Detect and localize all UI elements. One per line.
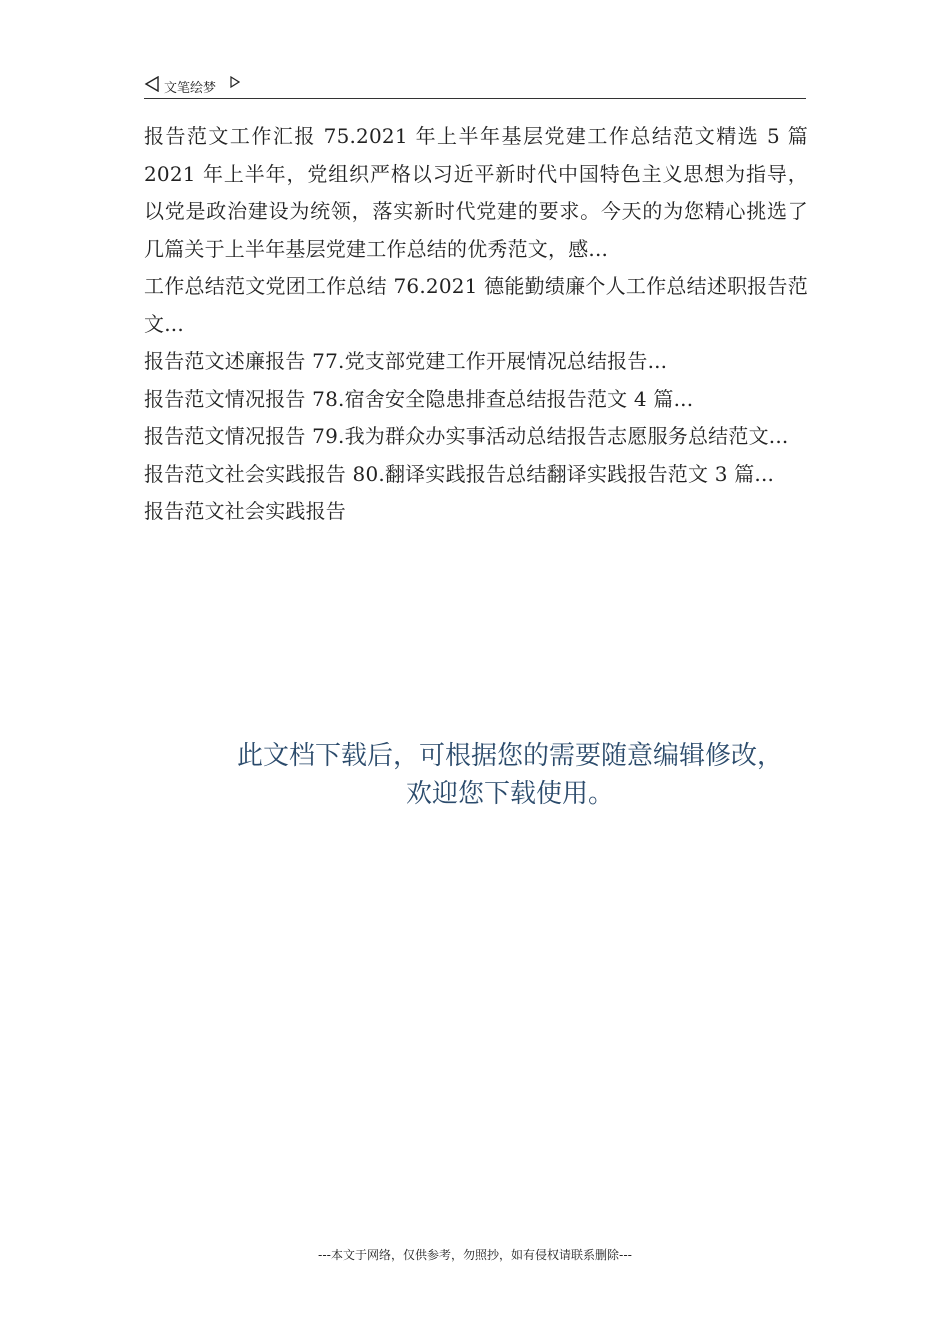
body-paragraph: 报告范文情况报告 78.宿舍安全隐患排查总结报告范文 4 篇... <box>144 386 694 411</box>
body-paragraph: 报告范文述廉报告 77.党支部党建工作开展情况总结报告... <box>144 349 668 373</box>
body-paragraph: 报告范文工作汇报 75.2021 年上半年基层党建工作总结范文精选 5 篇 2021 年上半年，党组织严格以习近平新时代中国特色主义思想为指导，以党是政治建设为统领，落实新时代党建的要求。今天的为您精心挑选了几篇关于上半年基层党建工作总结的优秀范文，感... <box>144 124 808 261</box>
notice-line-2: 欢迎您下载使用。 <box>405 779 614 809</box>
page-header <box>144 72 806 99</box>
triangle-left-icon <box>144 76 160 92</box>
document-body <box>144 118 808 531</box>
notice-line-1: 此文档下载后，可根据您的需要随意编辑修改， <box>236 741 783 771</box>
body-paragraph: 工作总结范文党团工作总结 76.2021 德能勤绩廉个人工作总结述职报告范文... <box>144 274 808 336</box>
triangle-right-icon <box>230 76 240 88</box>
body-paragraph: 报告范文情况报告 79.我为群众办实事活动总结报告志愿服务总结范文... <box>144 424 789 448</box>
body-paragraph: 报告范文社会实践报告 80.翻译实践报告总结翻译实践报告范文 3 篇... <box>144 461 775 486</box>
download-notice <box>190 737 830 813</box>
body-paragraph: 报告范文社会实践报告 <box>144 499 346 523</box>
page-footer: ---本文于网络，仅供参考，勿照抄，如有侵权请联系删除--- <box>318 1248 632 1262</box>
header-brand: 文笔绘梦 <box>164 81 217 96</box>
